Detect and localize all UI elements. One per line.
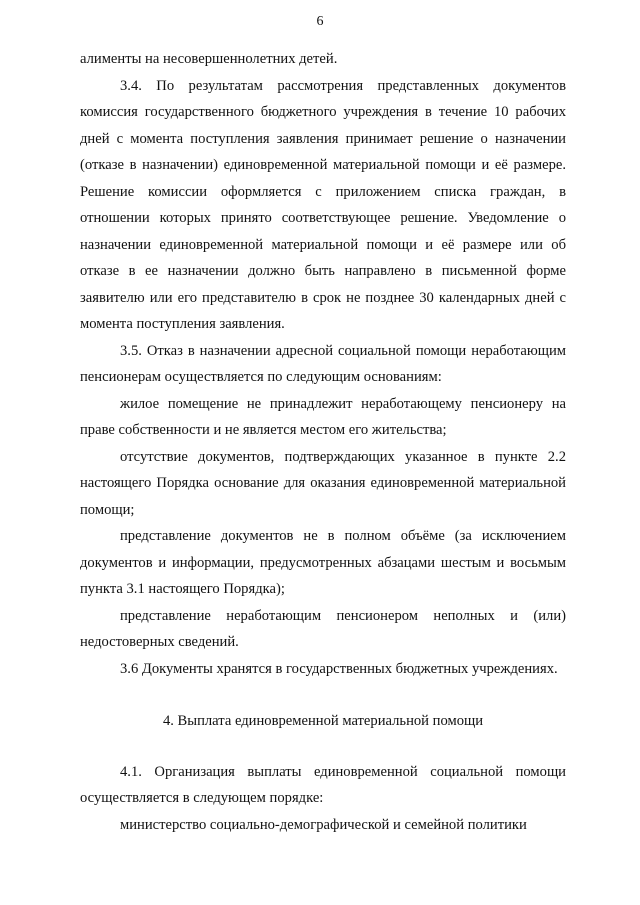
paragraph-ministry: министерство социально-демографической и семейной политики xyxy=(120,816,527,833)
section-4-heading: 4. Выплата единовременной материальной помощи xyxy=(162,713,484,729)
paragraph-continuation: алименты на несовершеннолетних детей. xyxy=(80,51,338,67)
paragraph-ground-housing: жилое помещение не принадлежит неработающему пенсионеру на праве собственности и не является местом его жительства; xyxy=(80,395,566,438)
paragraph-3-5: 3.5. Отказ в назначении адресной социальной помощи неработающим пенсионерам осуществляется по следующим основаниям: xyxy=(80,342,566,385)
paragraph-ground-false-information: представление неработающим пенсионером неполных и (или) недостоверных сведений. xyxy=(80,607,566,650)
paragraph-4-1: 4.1. Организация выплаты единовременной социальной помощи осуществляется в следующем порядке: xyxy=(80,763,566,806)
paragraph-ground-missing-documents: отсутствие документов, подтверждающих указанное в пункте 2.2 настоящего Порядка основание для оказания единовременной материальной помощи; xyxy=(80,448,566,518)
document-body xyxy=(80,46,566,838)
page-number: 6 xyxy=(316,14,324,29)
paragraph-3-6: 3.6 Документы хранятся в государственных бюджетных учреждениях. xyxy=(120,660,558,677)
paragraph-3-4: 3.4. По результатам рассмотрения представленных документов комиссия государственного бюджетного учреждения в течение 10 рабочих дней с момента поступления заявления принимает решение о назначении (отказе в назначении) единовременной материальной помощи и её размере. Решение комиссии оформляется с приложением списка граждан, в отношении которых принято соответствующее решение. Уведомление о назначении единовременной материальной помощи и её размере или об отказе в ее назначении должно быть направлено в письменной форме заявителю или его представителю в срок не позднее 30 календарных дней с момента поступления заявления. xyxy=(80,77,566,332)
paragraph-ground-incomplete-documents: представление документов не в полном объёме (за исключением документов и информации, предусмотренных абзацами шестым и восьмым пункта 3.1 настоящего Порядка); xyxy=(80,528,566,597)
